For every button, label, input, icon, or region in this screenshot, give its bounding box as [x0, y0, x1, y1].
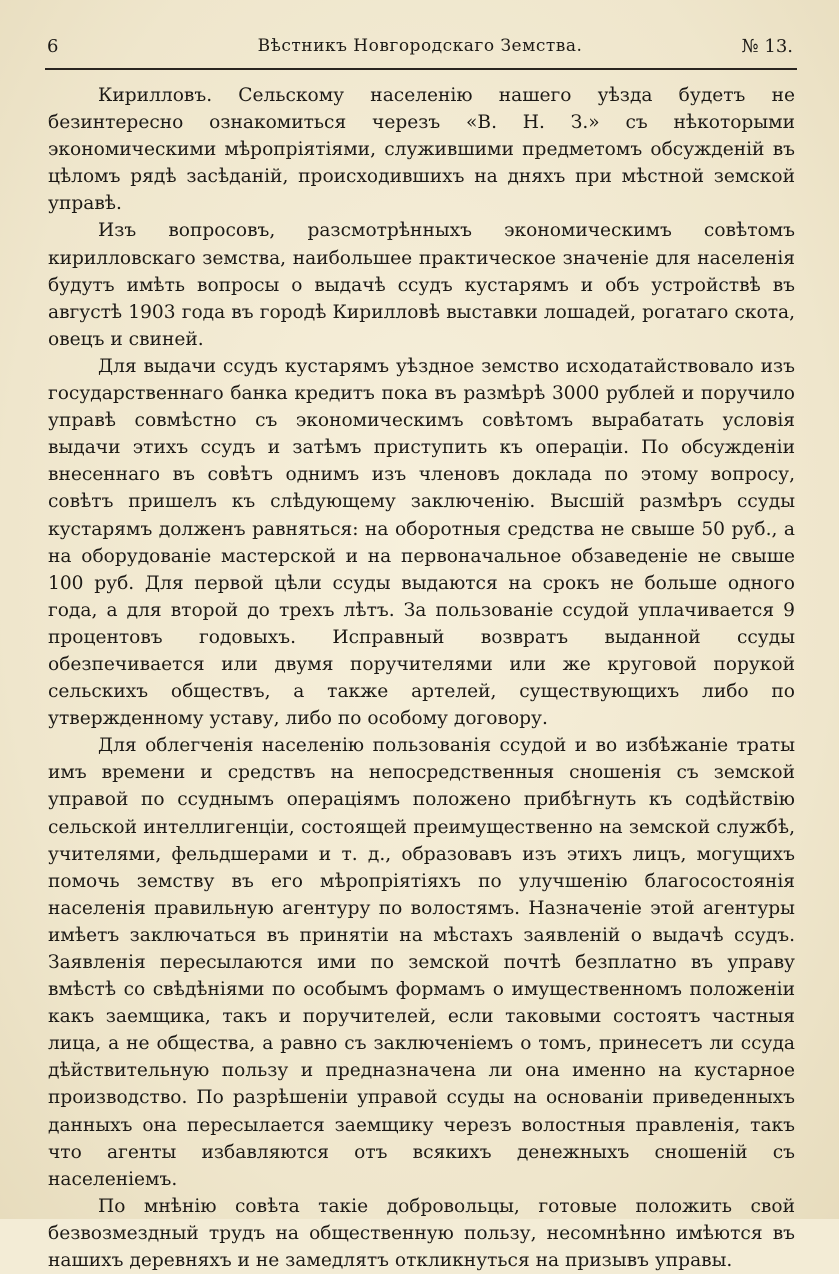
journal-title: Вѣстникъ Новгородскаго Земства. [257, 36, 583, 56]
issue-number: № 13. [741, 36, 793, 57]
paragraph-1: Кирилловъ. Сельскому населенію нашего уѣзда будетъ не безинтересно ознакомиться черезъ «В. Н. З.» съ нѣкоторыми экономическими мѣропріятіями, служившими предметомъ обсужденій въ цѣломъ рядѣ засѣданій, происходившихъ на дняхъ при мѣстной земской управѣ. [48, 85, 795, 215]
article-body [48, 82, 795, 1274]
paragraph-3: Для выдачи ссудъ кустарямъ уѣздное земство исходатайствовало изъ государственнаго банка кредитъ пока въ размѣрѣ 3000 рублей и поручило управѣ совмѣстно съ экономическимъ совѣтомъ вырабатать условія выдачи этихъ ссудъ и затѣмъ приступить къ операціи. По обсужденіи внесеннаго въ совѣтъ однимъ изъ членовъ доклада по этому вопросу, совѣтъ пришелъ къ слѣдующему заключенію. Высшій размѣръ ссуды кустарямъ долженъ равняться: на оборотныя средства не свыше 50 руб., а на оборудованіе мастерской и на первоначальное обзаведеніе не свыше 100 руб. Для первой цѣли ссуды выдаются на срокъ не больше одного года, а для второй до трехъ лѣтъ. За пользованіе ссудой уплачивается 9 процентовъ годовыхъ. Исправный возвратъ выданной ссуды обезпечивается или двумя поручителями или же круговой порукой сельскихъ обществъ, а также артелей, существующихъ либо по утвержденному уставу, либо по особому договору. [48, 355, 795, 730]
paragraph-2: Изъ вопросовъ, разсмотрѣнныхъ экономическимъ совѣтомъ кирилловскаго земства, наибольшее практическое значеніе для населенія будутъ имѣть вопросы о выдачѣ ссудъ кустарямъ и объ устройствѣ въ августѣ 1903 года въ городѣ Кирилловѣ выставки лошадей, рогатаго скота, овецъ и свиней. [48, 220, 795, 350]
running-header [45, 30, 795, 66]
header-rule [45, 68, 797, 70]
paragraph-5: По мнѣнію совѣта такіе добровольцы, готовые положить свой безвозмездный трудъ на общественную пользу, несомнѣнно имѣются въ нашихъ деревняхъ и не замедлятъ откликнуться на призывъ управы. [48, 1195, 795, 1272]
paragraph-4: Для облегченія населенію пользованія ссудой и во избѣжаніе траты имъ времени и средствъ на непосредственныя сношенія съ земской управой по ссуднымъ операціямъ положено прибѣгнуть къ содѣйствію сельской интеллигенціи, состоящей преимущественно на земской службѣ, учителями, фельдшерами и т. д., образовавъ изъ этихъ лицъ, могущихъ помочь земству въ его мѣропріятіяхъ по улучшенію благосостоянія населенія правильную агентуру по волостямъ. Назначеніе этой агентуры имѣетъ заключаться въ принятіи на мѣстахъ заявленій о выдачѣ ссудъ. Заявленія пересылаются ими по земской почтѣ безплатно въ управу вмѣстѣ со свѣдѣніями по особымъ формамъ о имущественномъ положеніи какъ заемщика, такъ и поручителей, если таковыми состоятъ частныя лица, а не общества, а равно съ заключеніемъ о томъ, принесетъ ли ссуда дѣйствительную пользу и предназначена ли она именно на кустарное производство. По разрѣшеніи управой ссуды на основаніи приведенныхъ данныхъ она пересылается заемщику черезъ волостныя правленія, такъ что агенты избавляются отъ всякихъ денежныхъ сношеній съ населеніемъ. [48, 735, 795, 1190]
page-number: 6 [47, 36, 59, 57]
